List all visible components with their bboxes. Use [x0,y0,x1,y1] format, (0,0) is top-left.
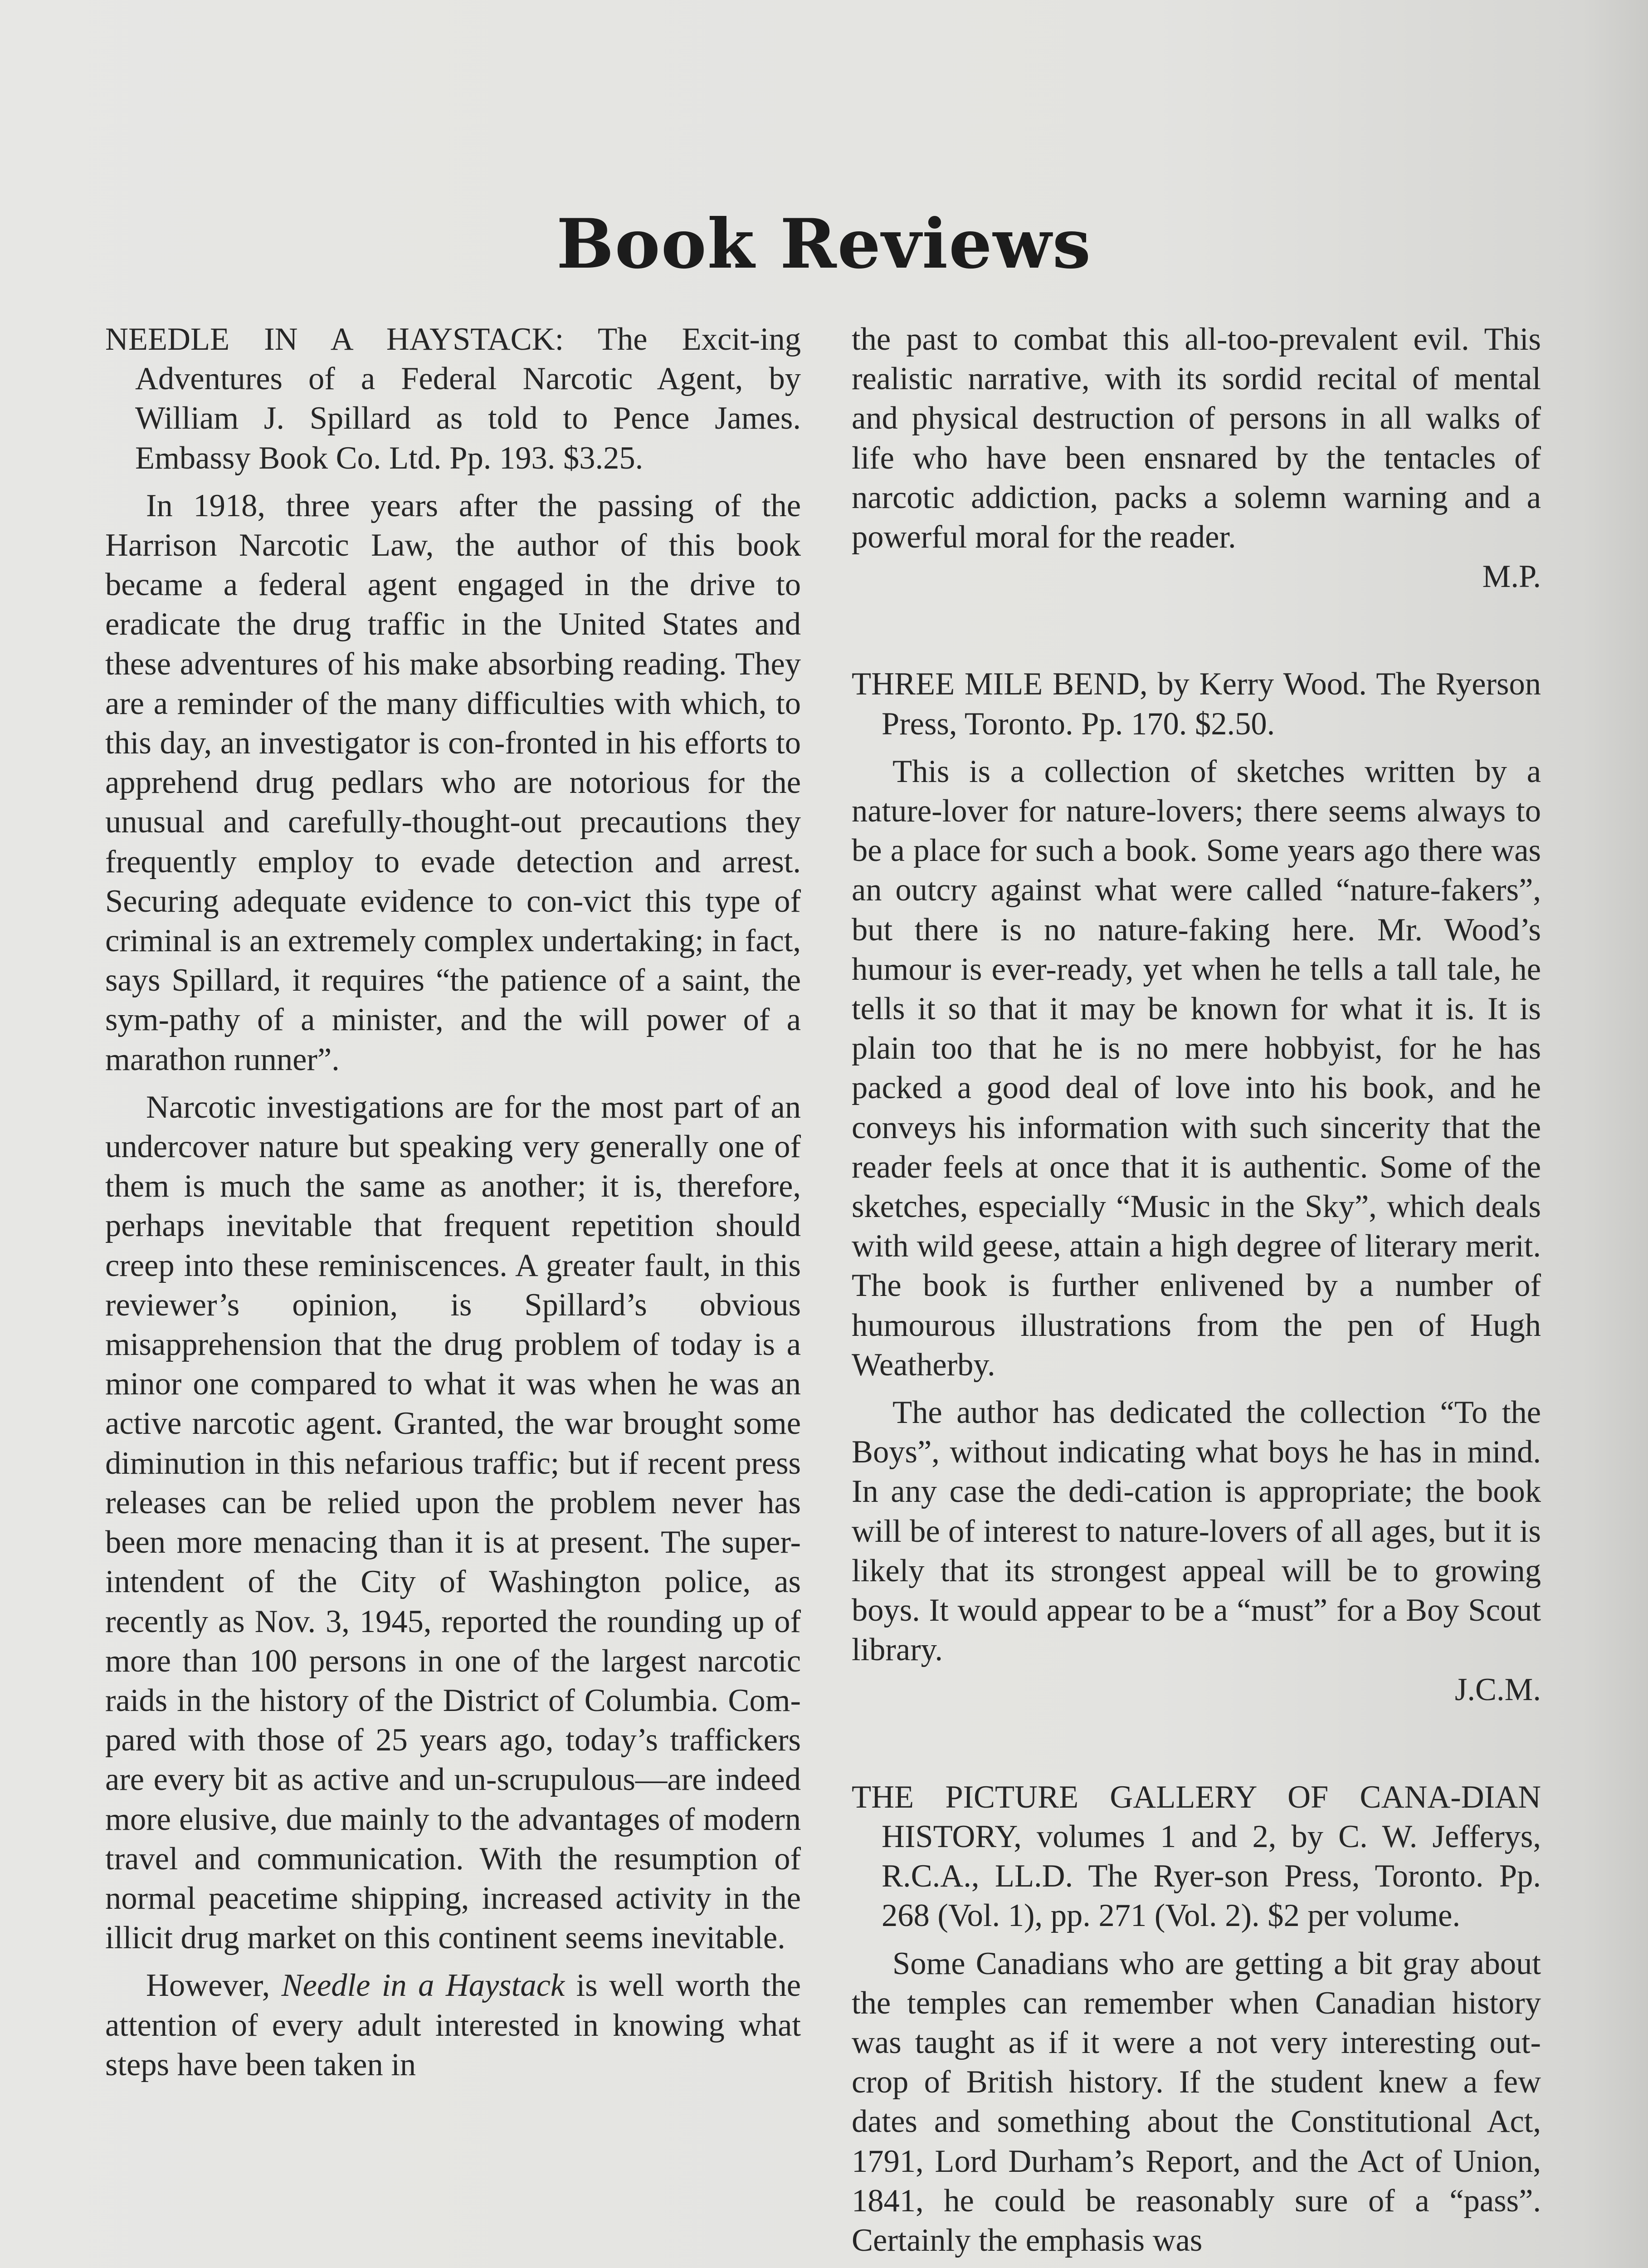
review-paragraph: Some Canadians who are getting a bit gray about the temples can remember when Canadian history was taught as if it were a not very interesting out-crop of British history. If the student knew a few dates and something about the Constitutional Act, 1791, Lord Durham’s Report, and the Act of Union, 1841, he could be reasonably sure of a “pass”. Certainly the emphasis was [852,1945,1541,2258]
right-column [852,320,1541,2260]
review-paragraph: The author has dedicated the collection “To the Boys”, without indicating what boys he has in mind. In any case the dedi-cation is appropriate; the book will be of interest to nature-lovers of all ages, but it is likely that its strongest appeal will be to growing boys. It would appear to be a “must” for a Boy Scout library. [852,1395,1541,1668]
left-column [105,320,801,2085]
review-paragraph [105,1966,801,2085]
review-heading-three-mile-bend: THREE MILE BEND, by Kerry Wood. The Ryerson Press, Toronto. Pp. 170. $2.50. [852,666,1541,742]
page-title: Book Reviews [556,204,1092,284]
reviewer-initials: M.P. [1482,559,1541,595]
review-heading-picture-gallery: THE PICTURE GALLERY OF CANA-DIAN HISTORY, volumes 1 and 2, by C. W. Jefferys, R.C.A., LL.D. The Ryer-son Press, Toronto. Pp. 268 (Vol. 1), pp. 271 (Vol. 2). $2 per volume. [852,1779,1541,1934]
reviewer-initials: J.C.M. [1454,1672,1541,1707]
review-paragraph: In 1918, three years after the passing of the Harrison Narcotic Law, the author of this book became a federal agent engaged in the drive to eradicate the drug traffic in the United States and these adventures of his make absorbing reading. They are a reminder of the many difficulties with which, to this day, an investigator is con-fronted in his efforts to apprehend drug pedlars who are notorious for the unusual and carefully-thought-out precautions they frequently employ to evade detection and arrest. Securing adequate evidence to con-vict this type of criminal is an extremely complex undertaking; in fact, says Spillard, it requires “the patience of a saint, the sym-pathy of a minister, and the will power of a marathon runner”. [105,488,801,1077]
book-title-italic: Needle in a Haystack [281,1968,565,2004]
review-heading-needle-in-a-haystack: NEEDLE IN A HAYSTACK: The Excit-ing Adventures of a Federal Narcotic Agent, by William J. Spillard as told to Pence James. Embassy Book Co. Ltd. Pp. 193. $3.25. [105,322,801,476]
review-paragraph-continued: the past to combat this all-too-prevalent evil. This realistic narrative, with its sordid recital of mental and physical destruction of persons in all walks of life who have been ensnared by the tentacles of narcotic addiction, packs a solemn warning and a powerful moral for the reader. [852,322,1541,555]
review-paragraph: This is a collection of sketches written by a nature-lover for nature-lovers; there seems always to be a place for such a book. Some years ago there was an outcry against what were called “nature-fakers”, but there is no nature-faking here. Mr. Wood’s humour is ever-ready, yet when he tells a tall tale, he tells it so that it may be known for what it is. It is plain too that he is no mere hobbyist, for he has packed a good deal of love into his book, and he conveys his information with such sincerity that the reader feels at once that it is authentic. Some of the sketches, especially “Music in the Sky”, which deals with wild geese, attain a high degree of literary merit. The book is further enlivened by a number of humourous illustrations from the pen of Hugh Weatherby. [852,753,1541,1383]
text-run: However, [146,1968,282,2004]
text-run: is well worth the attention of every adult interested in knowing what steps have been taken in [105,1968,801,2082]
review-paragraph: Narcotic investigations are for the most part of an undercover nature but speaking very generally one of them is much the same as another; it is, therefore, perhaps inevitable that frequent repetition should creep into these reminiscences. A greater fault, in this reviewer’s opinion, is Spillard’s obvious misapprehension that the drug problem of today is a minor one compared to what it was when he was an active narcotic agent. Granted, the war brought some diminution in this nefarious traffic; but if recent press releases can be relied upon the problem never has been more menacing than it is at present. The super-intendent of the City of Washington police, as recently as Nov. 3, 1945, reported the rounding up of more than 100 persons in one of the largest narcotic raids in the history of the District of Columbia. Com-pared with those of 25 years ago, today’s traffickers are every bit as active and un-scrupulous—are indeed more elusive, due mainly to the advantages of modern travel and communication. With the resumption of normal peacetime shipping, increased activity in the illicit drug market on this continent seems inevitable. [105,1089,801,1956]
